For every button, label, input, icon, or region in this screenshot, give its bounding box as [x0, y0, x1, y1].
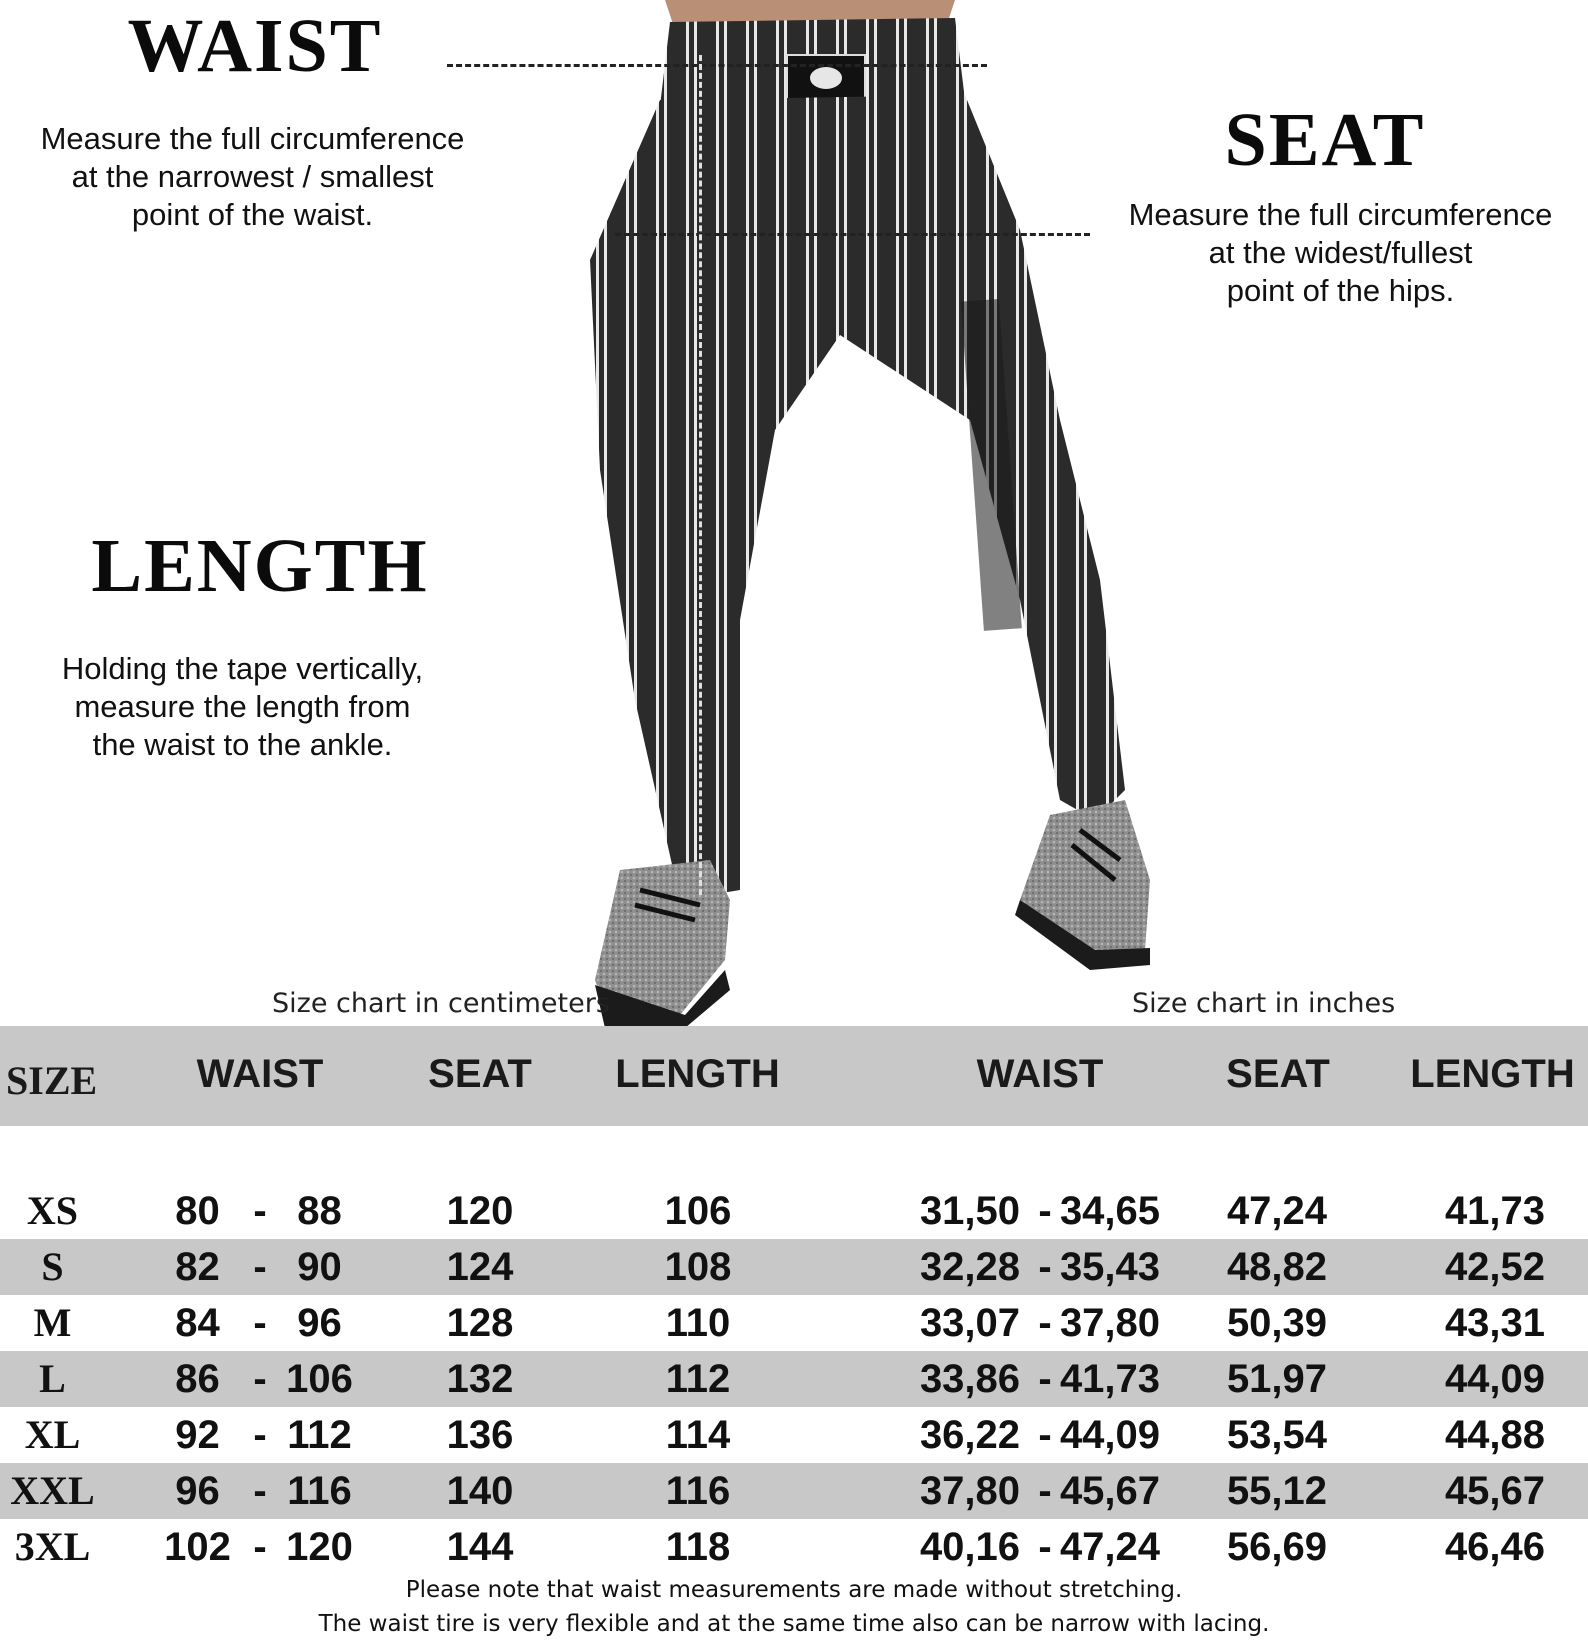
cell-waist-in-min: 36,22 [919, 1413, 1021, 1457]
cell-seat-cm: 128 [446, 1301, 514, 1345]
header-seat-cm: SEAT [428, 1052, 532, 1096]
cell-dash: - [253, 1189, 267, 1233]
cell-waist-cm-min: 84 [175, 1301, 220, 1345]
cell-waist-in-min: 40,16 [919, 1525, 1021, 1569]
cell-dash: - [253, 1357, 267, 1401]
cell-size: L [39, 1356, 66, 1401]
cell-size: M [33, 1300, 72, 1345]
brand-logo [810, 67, 842, 89]
table-row [0, 1351, 1588, 1407]
table-row [0, 1407, 1588, 1463]
cell-length-cm: 118 [665, 1525, 731, 1569]
seat-desc-line: at the widest/fullest [1208, 235, 1473, 270]
cell-seat-cm: 132 [446, 1357, 514, 1401]
cell-waist-in-max: 45,67 [1059, 1469, 1161, 1513]
cell-length-in: 42,52 [1444, 1245, 1546, 1289]
waist-description [0, 120, 505, 234]
table-row [0, 1239, 1588, 1295]
header-waist-in: WAIST [976, 1052, 1104, 1096]
waist-desc-line: point of the waist. [131, 197, 374, 232]
cell-waist-cm-min: 80 [175, 1189, 220, 1233]
note-stretching: Please note that waist measurements are made without stretching. [405, 1577, 1183, 1603]
cell-length-in: 44,09 [1444, 1357, 1546, 1401]
cell-seat-cm: 120 [446, 1189, 514, 1233]
cell-waist-cm-max: 116 [287, 1469, 352, 1513]
cell-waist-in-min: 31,50 [919, 1189, 1021, 1233]
cell-waist-in-min: 33,86 [919, 1357, 1021, 1401]
cell-length-cm: 114 [665, 1413, 731, 1457]
cell-seat-cm: 140 [446, 1469, 514, 1513]
cell-length-cm: 112 [665, 1357, 731, 1401]
cell-dash: - [253, 1245, 267, 1289]
cell-waist-cm-max: 88 [297, 1189, 342, 1233]
cell-dash: - [253, 1469, 267, 1513]
seat-desc-line: Measure the full circumference [1128, 197, 1553, 232]
header-waist-cm: WAIST [196, 1052, 324, 1096]
cell-waist-in-max: 41,73 [1059, 1357, 1161, 1401]
cell-dash: - [253, 1301, 267, 1345]
cell-length-in: 44,88 [1444, 1413, 1546, 1457]
seat-desc-line: point of the hips. [1226, 273, 1455, 308]
cell-length-in: 45,67 [1444, 1469, 1546, 1513]
cell-size: 3XL [14, 1524, 91, 1569]
length-desc-line: the waist to the ankle. [92, 727, 393, 762]
cell-length-cm: 106 [664, 1189, 732, 1233]
note-lacing: The waist tire is very flexible and at the same time also can be narrow with lacing. [318, 1611, 1270, 1637]
cell-length-in: 46,46 [1444, 1525, 1546, 1569]
waist-guide-line [447, 64, 987, 67]
cell-seat-in: 53,54 [1226, 1413, 1328, 1457]
seat-guide-line [615, 233, 1090, 236]
cell-waist-in-min: 32,28 [919, 1245, 1021, 1289]
length-heading: LENGTH [91, 524, 429, 608]
table-row [0, 1519, 1588, 1575]
cell-length-cm: 110 [665, 1301, 731, 1345]
cell-dash: - [1038, 1301, 1052, 1345]
cell-length-in: 43,31 [1444, 1301, 1546, 1345]
cell-seat-cm: 136 [446, 1413, 514, 1457]
waist-heading: WAIST [127, 4, 383, 88]
cell-waist-in-max: 34,65 [1059, 1189, 1161, 1233]
cell-dash: - [1038, 1357, 1052, 1401]
cell-waist-cm-min: 96 [175, 1469, 220, 1513]
cell-size: XL [24, 1412, 81, 1457]
header-size: SIZE [6, 1058, 98, 1103]
length-desc-line: measure the length from [74, 689, 411, 724]
cell-waist-cm-max: 106 [286, 1357, 353, 1401]
cell-seat-in: 56,69 [1226, 1525, 1328, 1569]
cell-dash: - [1038, 1525, 1052, 1569]
cell-dash: - [253, 1525, 267, 1569]
cell-dash: - [1038, 1245, 1052, 1289]
cell-size: XXL [10, 1468, 95, 1513]
cell-seat-in: 50,39 [1226, 1301, 1328, 1345]
cell-dash: - [1038, 1469, 1052, 1513]
cell-waist-cm-min: 86 [175, 1357, 220, 1401]
cell-seat-in: 51,97 [1226, 1357, 1328, 1401]
cell-size: S [41, 1244, 64, 1289]
header-seat-in: SEAT [1226, 1052, 1330, 1096]
header-length-in: LENGTH [1410, 1052, 1575, 1096]
cell-waist-in-min: 37,80 [919, 1469, 1021, 1513]
cell-waist-cm-min: 92 [175, 1413, 220, 1457]
cell-length-in: 41,73 [1444, 1189, 1546, 1233]
cell-seat-in: 48,82 [1226, 1245, 1328, 1289]
cell-seat-in: 55,12 [1226, 1469, 1328, 1513]
cell-waist-cm-max: 90 [297, 1245, 342, 1289]
cell-dash: - [1038, 1189, 1052, 1233]
length-guide-line [699, 55, 702, 895]
cell-waist-in-min: 33,07 [919, 1301, 1021, 1345]
cell-length-cm: 108 [664, 1245, 732, 1289]
waist-desc-line: at the narrowest / smallest [71, 159, 434, 194]
cell-size: XS [26, 1188, 79, 1233]
cell-dash: - [1038, 1413, 1052, 1457]
table-row [0, 1463, 1588, 1519]
cell-waist-in-max: 44,09 [1059, 1413, 1161, 1457]
cell-length-cm: 116 [665, 1469, 731, 1513]
cell-waist-in-max: 47,24 [1059, 1525, 1161, 1569]
caption-centimeters: Size chart in centimeters [272, 988, 610, 1019]
cell-waist-in-max: 35,43 [1059, 1245, 1161, 1289]
table-row [0, 1183, 1588, 1239]
cell-dash: - [253, 1413, 267, 1457]
cell-seat-in: 47,24 [1226, 1189, 1328, 1233]
cell-waist-cm-min: 102 [164, 1525, 231, 1569]
cell-waist-in-max: 37,80 [1059, 1301, 1161, 1345]
cell-waist-cm-max: 120 [286, 1525, 353, 1569]
cell-seat-cm: 124 [446, 1245, 514, 1289]
cell-waist-cm-max: 96 [297, 1301, 342, 1345]
cell-waist-cm-min: 82 [175, 1245, 220, 1289]
length-description [0, 650, 485, 764]
length-desc-line: Holding the tape vertically, [61, 651, 424, 686]
waist-desc-line: Measure the full circumference [40, 121, 465, 156]
caption-inches: Size chart in inches [1132, 988, 1396, 1019]
header-length-cm: LENGTH [615, 1052, 780, 1096]
table-row [0, 1295, 1588, 1351]
cell-seat-cm: 144 [446, 1525, 514, 1569]
pants-illustration [590, 0, 1210, 1030]
pants-illustration-svg [590, 0, 1210, 1030]
cell-waist-cm-max: 112 [287, 1413, 352, 1457]
seat-heading: SEAT [1224, 98, 1426, 182]
pants-body [590, 95, 1125, 900]
